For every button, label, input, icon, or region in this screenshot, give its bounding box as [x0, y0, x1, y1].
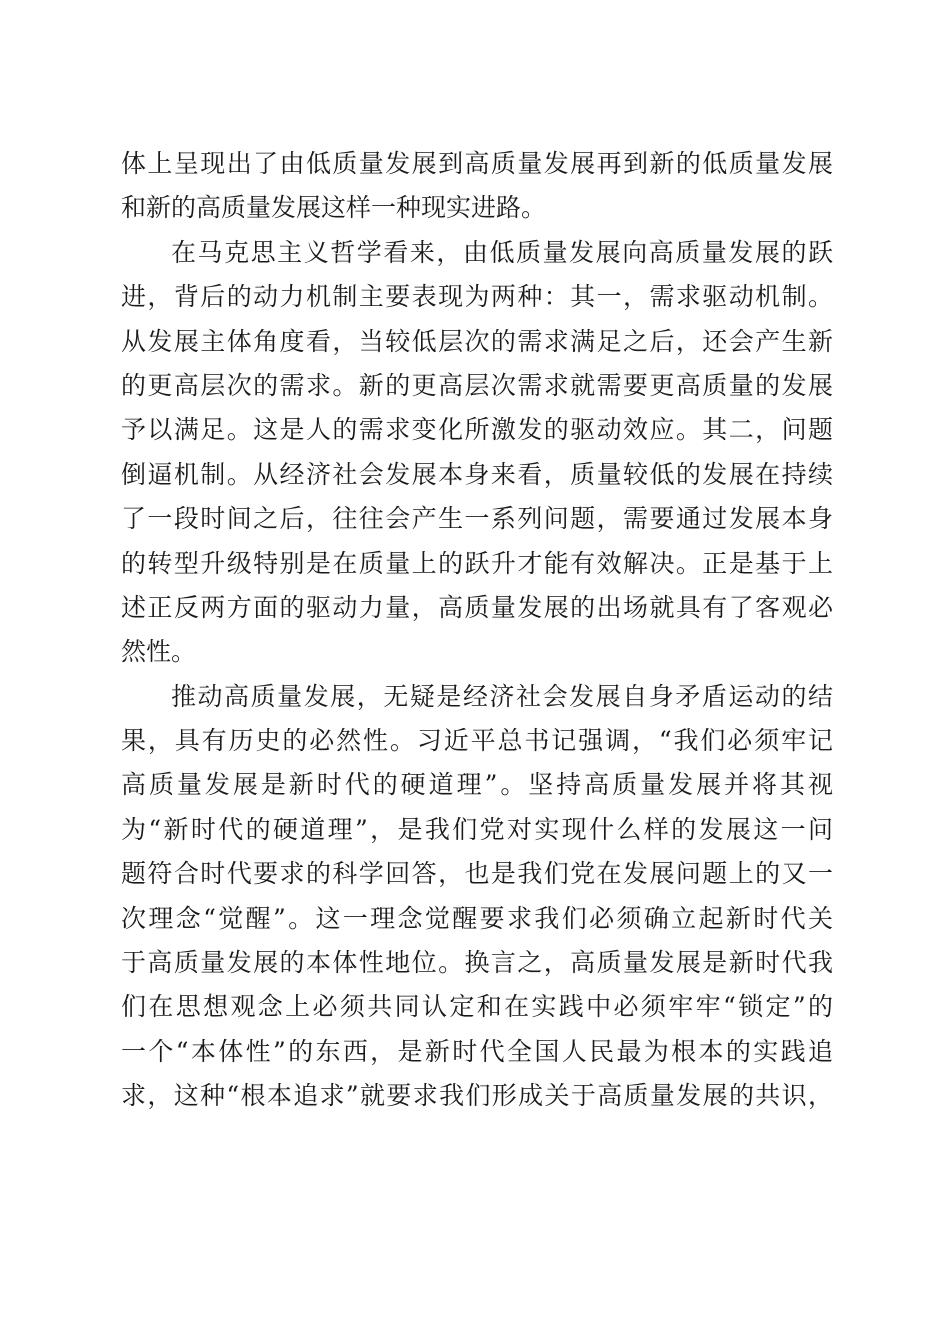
- text-line: 的转型升级特别是在质量上的跃升才能有效解决。正是基于上: [121, 548, 833, 578]
- text-line: 于高质量发展的本体性地位。换言之，高质量发展是新时代我: [121, 948, 833, 978]
- text-line: 高质量发展是新时代的硬道理”。坚持高质量发展并将其视: [121, 770, 833, 800]
- text-line: 为“新时代的硬道理”，是我们党对实现什么样的发展这一问: [121, 814, 833, 844]
- text-line: 和新的高质量发展这样一种现实进路。: [121, 193, 547, 223]
- text-line: 一个“本体性”的东西，是新时代全国人民最为根本的实践追: [121, 1036, 833, 1066]
- text-line: 求，这种“根本追求”就要求我们形成关于高质量发展的共识，: [121, 1081, 833, 1111]
- document-body: [121, 142, 833, 1119]
- text-line: 进，背后的动力机制主要表现为两种：其一，需求驱动机制。: [121, 282, 833, 312]
- text-line: 题符合时代要求的科学回答，也是我们党在发展问题上的又一: [121, 859, 833, 889]
- text-line: 们在思想观念上必须共同认定和在实践中必须牢牢“锁定”的: [121, 992, 833, 1022]
- text-line: 了一段时间之后，往往会产生一系列问题，需要通过发展本身: [121, 504, 833, 534]
- text-line: 推动高质量发展，无疑是经济社会发展自身矛盾运动的结: [171, 681, 833, 711]
- text-line: 体上呈现出了由低质量发展到高质量发展再到新的低质量发展: [121, 149, 833, 178]
- text-line: 的更高层次的需求。新的更高层次需求就需要更高质量的发展: [121, 370, 833, 400]
- text-line: 予以满足。这是人的需求变化所激发的驱动效应。其二，问题: [121, 415, 833, 445]
- text-line: 果，具有历史的必然性。习近平总书记强调，“我们必须牢记: [121, 726, 833, 756]
- text-line: 然性。: [121, 637, 197, 667]
- text-line: 次理念“觉醒”。这一理念觉醒要求我们必须确立起新时代关: [121, 903, 833, 933]
- text-line: 在马克思主义哲学看来，由低质量发展向高质量发展的跃: [171, 237, 833, 267]
- text-line: 述正反两方面的驱动力量，高质量发展的出场就具有了客观必: [121, 592, 833, 622]
- text-line: 倒逼机制。从经济社会发展本身来看，质量较低的发展在持续: [121, 459, 833, 489]
- text-line: 从发展主体角度看，当较低层次的需求满足之后，还会产生新: [121, 326, 833, 356]
